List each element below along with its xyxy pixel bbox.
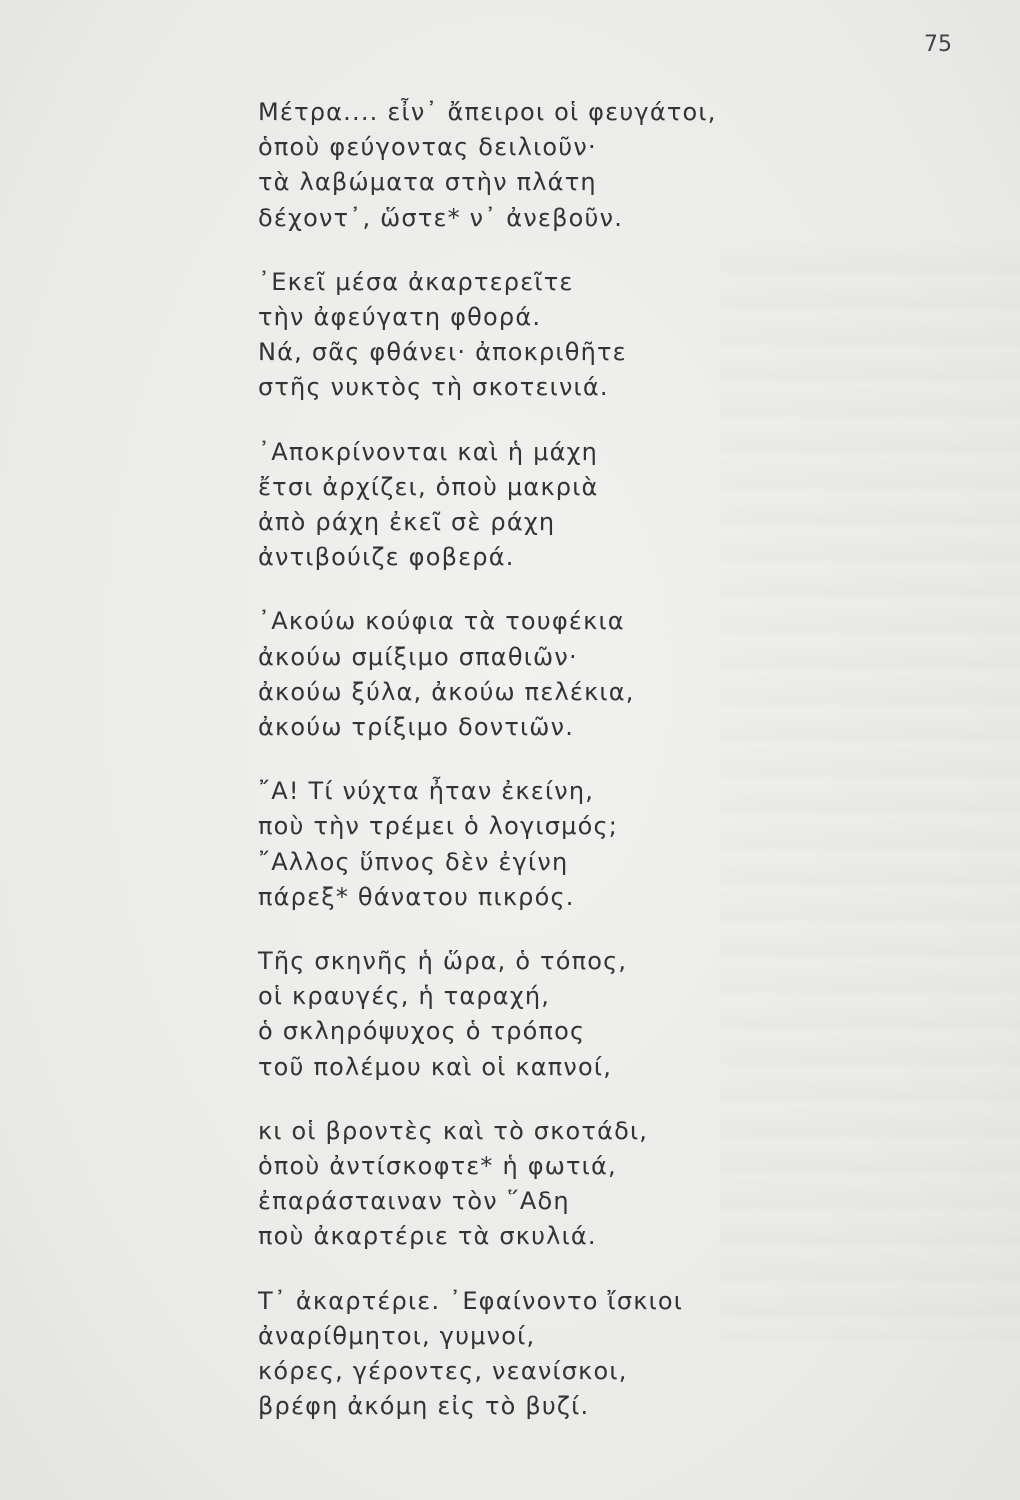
verse-line: Μέτρα.... εἶν᾽ ἄπειροι οἱ φευγάτοι, — [258, 98, 717, 126]
verse-line: κι οἱ βροντὲς καὶ τὸ σκοτάδι, — [258, 1116, 649, 1145]
verse-line: τὰ λαβώματα στὴν πλάτη — [258, 168, 597, 197]
verse-line: ὁ σκληρόψυχος ὁ τρόπος — [258, 1017, 586, 1046]
verse-line: κόρες, γέροντες, νεανίσκοι, — [258, 1357, 628, 1386]
stanza-2 — [258, 265, 818, 406]
stanza-8 — [258, 1284, 818, 1425]
verse-line: ᾽Εκεῖ μέσα ἀκαρτερεῖτε — [258, 267, 574, 296]
verse-line: πάρεξ* θάνατου πικρός. — [258, 882, 575, 911]
verse-line: βρέφη ἀκόμη εἰς τὸ βυζί. — [258, 1392, 590, 1421]
verse-line: ἀκούω σμίξιμο σπαθιῶν· — [258, 642, 578, 671]
stanza-1 — [258, 95, 818, 236]
verse-line: ἀπὸ ράχη ἐκεῖ σὲ ράχη — [258, 508, 556, 537]
verse-line: στῆς νυκτὸς τὴ σκοτεινιά. — [258, 373, 609, 402]
verse-line: τοῦ πολέμου καὶ οἱ καπνοί, — [258, 1052, 613, 1081]
verse-line: δέχοντ᾽, ὥστε* ν᾽ ἀνεβοῦν. — [258, 203, 624, 232]
verse-line: ῎Αλλος ὕπνος δὲν ἐγίνη — [258, 847, 569, 876]
verse-line: Νά, σᾶς φθάνει· ἀποκριθῆτε — [258, 338, 627, 367]
stanza-4 — [258, 604, 818, 745]
stanza-5 — [258, 774, 818, 915]
verse-line: Τῆς σκηνῆς ἡ ὥρα, ὁ τόπος, — [258, 947, 628, 976]
verse-line: ᾽Αποκρίνονται καὶ ἡ μάχη — [258, 437, 599, 466]
stanza-3 — [258, 435, 818, 576]
stanza-7 — [258, 1114, 818, 1255]
verse-line: ἔτσι ἀρχίζει, ὁποὺ μακριὰ — [258, 472, 599, 501]
verse-line: ἀναρίθμητοι, γυμνοί, — [258, 1321, 536, 1350]
verse-line: ἐπαράσταιναν τὸν ῞Αδη — [258, 1187, 570, 1216]
verse-line: ποὺ ἀκαρτέριε τὰ σκυλιά. — [258, 1222, 597, 1251]
poem — [258, 95, 818, 1454]
verse-line: ῎Α! Τί νύχτα ἦταν ἐκείνη, — [258, 777, 595, 806]
verse-line: τὴν ἀφεύγατη φθορά. — [258, 303, 542, 332]
verse-line: ἀκούω ξύλα, ἀκούω πελέκια, — [258, 677, 635, 706]
verse-line: ποὺ τὴν τρέμει ὁ λογισμός; — [258, 812, 619, 841]
page-number: 75 — [924, 32, 952, 57]
verse-line: ἀντιβούιζε φοβερά. — [258, 543, 515, 572]
verse-line: ᾽Ακούω κούφια τὰ τουφέκια — [258, 607, 625, 636]
verse-line: ἀκούω τρίξιμο δοντιῶν. — [258, 713, 575, 742]
verse-line: οἱ κραυγές, ἡ ταραχή, — [258, 982, 551, 1011]
verse-line: ὁποὺ φεύγοντας δειλιοῦν· — [258, 133, 597, 162]
stanza-6 — [258, 944, 818, 1085]
verse-line: Τ᾽ ἀκαρτέριε. ᾽Εφαίνοντο ἴσκιοι — [258, 1286, 684, 1315]
verse-line: ὁποὺ ἀντίσκοφτε* ἡ φωτιά, — [258, 1152, 617, 1181]
